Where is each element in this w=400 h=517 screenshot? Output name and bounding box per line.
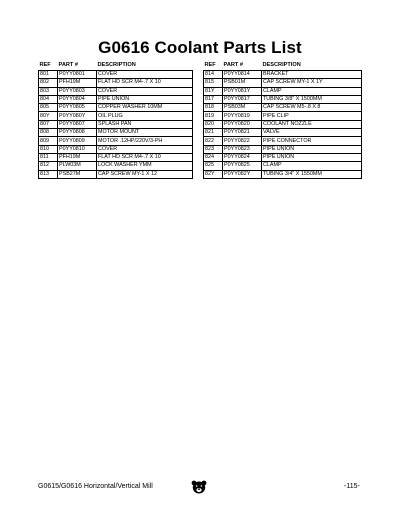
table-row: [39, 137, 193, 145]
table-row: [204, 145, 362, 153]
cell-ref: 821: [204, 129, 223, 137]
cell-ref: 818: [204, 104, 223, 112]
cell-part-number: P0YY0804: [58, 95, 97, 103]
cell-ref: 810: [39, 145, 58, 153]
cell-ref: 80Y: [39, 112, 58, 120]
cell-description: PIPE CONNECTOR: [262, 137, 362, 145]
cell-ref: 807: [39, 120, 58, 128]
cell-description: SPLASH PAN: [97, 120, 193, 128]
cell-ref: 801: [39, 71, 58, 79]
table-row: [204, 71, 362, 79]
cell-part-number: P0YY0808: [58, 129, 97, 137]
cell-part-number: P0YY0809: [58, 137, 97, 145]
cell-part-number: P0YY0803: [58, 87, 97, 95]
cell-description: FLAT HD SCR M4-.7 X 10: [97, 153, 193, 161]
cell-description: COVER: [97, 87, 193, 95]
column-header-part: PART #: [223, 62, 243, 68]
table-row: [204, 137, 362, 145]
cell-ref: 811: [39, 153, 58, 161]
cell-part-number: PSB27M: [58, 170, 97, 178]
table-row: [204, 120, 362, 128]
cell-description: CLAMP: [262, 162, 362, 170]
column-header-description: DESCRIPTION: [97, 62, 136, 68]
cell-part-number: P0YY081Y: [223, 87, 262, 95]
table-row: [204, 87, 362, 95]
parts-table-left: [38, 62, 193, 179]
table-row: [204, 129, 362, 137]
cell-part-number: P0YY0820: [223, 120, 262, 128]
cell-description: PIPE UNION: [262, 153, 362, 161]
cell-ref: 808: [39, 129, 58, 137]
cell-description: MOTOR .12HP/220V/3-PH: [97, 137, 193, 145]
table-row: [204, 112, 362, 120]
cell-description: PIPE CLIP: [262, 112, 362, 120]
cell-ref: 819: [204, 112, 223, 120]
cell-part-number: P0YY0824: [223, 153, 262, 161]
cell-part-number: P0YY0819: [223, 112, 262, 120]
cell-part-number: P0YY0823: [223, 145, 262, 153]
column-header-ref: REF: [39, 62, 51, 68]
table-row: [39, 170, 193, 178]
cell-description: TUBING 3/4" X 1550MM: [262, 170, 362, 178]
cell-part-number: PLW03M: [58, 162, 97, 170]
table-row: [204, 170, 362, 178]
cell-description: OIL PLUG: [97, 112, 193, 120]
cell-description: PIPE UNION: [262, 145, 362, 153]
cell-ref: 820: [204, 120, 223, 128]
cell-ref: 802: [39, 79, 58, 87]
cell-part-number: P0YY0805: [58, 104, 97, 112]
page-title: G0616 Coolant Parts List: [98, 38, 302, 57]
cell-ref: 817: [204, 95, 223, 103]
cell-part-number: PFH19M: [58, 153, 97, 161]
cell-ref: 805: [39, 104, 58, 112]
table-row: [204, 104, 362, 112]
cell-part-number: P0YY0807: [58, 120, 97, 128]
cell-description: COVER: [97, 71, 193, 79]
cell-description: COPPER WASHER 10MM: [97, 104, 193, 112]
cell-part-number: P0YY0817: [223, 95, 262, 103]
cell-description: CLAMP: [262, 87, 362, 95]
table-row: [39, 104, 193, 112]
table-header-row: [39, 62, 193, 71]
table-row: [39, 79, 193, 87]
bear-head-logo-icon: [191, 480, 207, 494]
table-row: [39, 95, 193, 103]
cell-description: CAP SCREW M5-.8 X 8: [262, 104, 362, 112]
cell-ref: 823: [204, 145, 223, 153]
cell-part-number: P0YY0814: [223, 71, 262, 79]
cell-ref: 803: [39, 87, 58, 95]
cell-ref: 813: [39, 170, 58, 178]
cell-part-number: PSB01M: [223, 79, 262, 87]
cell-part-number: PFH19M: [58, 79, 97, 87]
table-row: [39, 145, 193, 153]
cell-part-number: P0YY0801: [58, 71, 97, 79]
column-header-description: DESCRIPTION: [262, 62, 301, 68]
cell-description: BRACKET: [262, 71, 362, 79]
cell-description: MOTOR MOUNT: [97, 129, 193, 137]
table-row: [204, 95, 362, 103]
cell-ref: 814: [204, 71, 223, 79]
cell-part-number: P0YY080Y: [58, 112, 97, 120]
table-row: [39, 71, 193, 79]
table-row: [39, 129, 193, 137]
cell-part-number: P0YY0825: [223, 162, 262, 170]
cell-part-number: PSB03M: [223, 104, 262, 112]
table-row: [204, 79, 362, 87]
cell-description: CAP SCREW MY-1 X 1Y: [262, 79, 362, 87]
table-header-row: [204, 62, 362, 71]
cell-description: COVER: [97, 145, 193, 153]
cell-ref: 824: [204, 153, 223, 161]
cell-description: LOCK WASHER YMM: [97, 162, 193, 170]
parts-table-right: [203, 62, 362, 179]
cell-ref: 809: [39, 137, 58, 145]
cell-part-number: P0YY0822: [223, 137, 262, 145]
cell-description: FLAT HD SCR M4-.7 X 10: [97, 79, 193, 87]
table-row: [39, 87, 193, 95]
cell-description: PIPE UNION: [97, 95, 193, 103]
cell-ref: 815: [204, 79, 223, 87]
table-row: [39, 112, 193, 120]
table-row: [204, 153, 362, 161]
cell-ref: 825: [204, 162, 223, 170]
cell-ref: 812: [39, 162, 58, 170]
table-row: [39, 153, 193, 161]
cell-ref: 82Y: [204, 170, 223, 178]
column-header-ref: REF: [204, 62, 216, 68]
column-header-part: PART #: [58, 62, 78, 68]
cell-description: CAP SCREW MY-1 X 12: [97, 170, 193, 178]
page-number: -115-: [344, 483, 360, 490]
table-row: [39, 162, 193, 170]
cell-ref: 822: [204, 137, 223, 145]
cell-description: COOLANT NOZZLE: [262, 120, 362, 128]
cell-ref: 804: [39, 95, 58, 103]
cell-part-number: P0YY0810: [58, 145, 97, 153]
cell-description: TUBING 3/8" X 1500MM: [262, 95, 362, 103]
table-row: [204, 162, 362, 170]
cell-description: VALVE: [262, 129, 362, 137]
cell-part-number: P0YY082Y: [223, 170, 262, 178]
table-row: [39, 120, 193, 128]
cell-ref: 81Y: [204, 87, 223, 95]
footer-manual-title: G0615/G0616 Horizontal/Vertical Mill: [38, 483, 153, 490]
cell-part-number: P0YY0821: [223, 129, 262, 137]
